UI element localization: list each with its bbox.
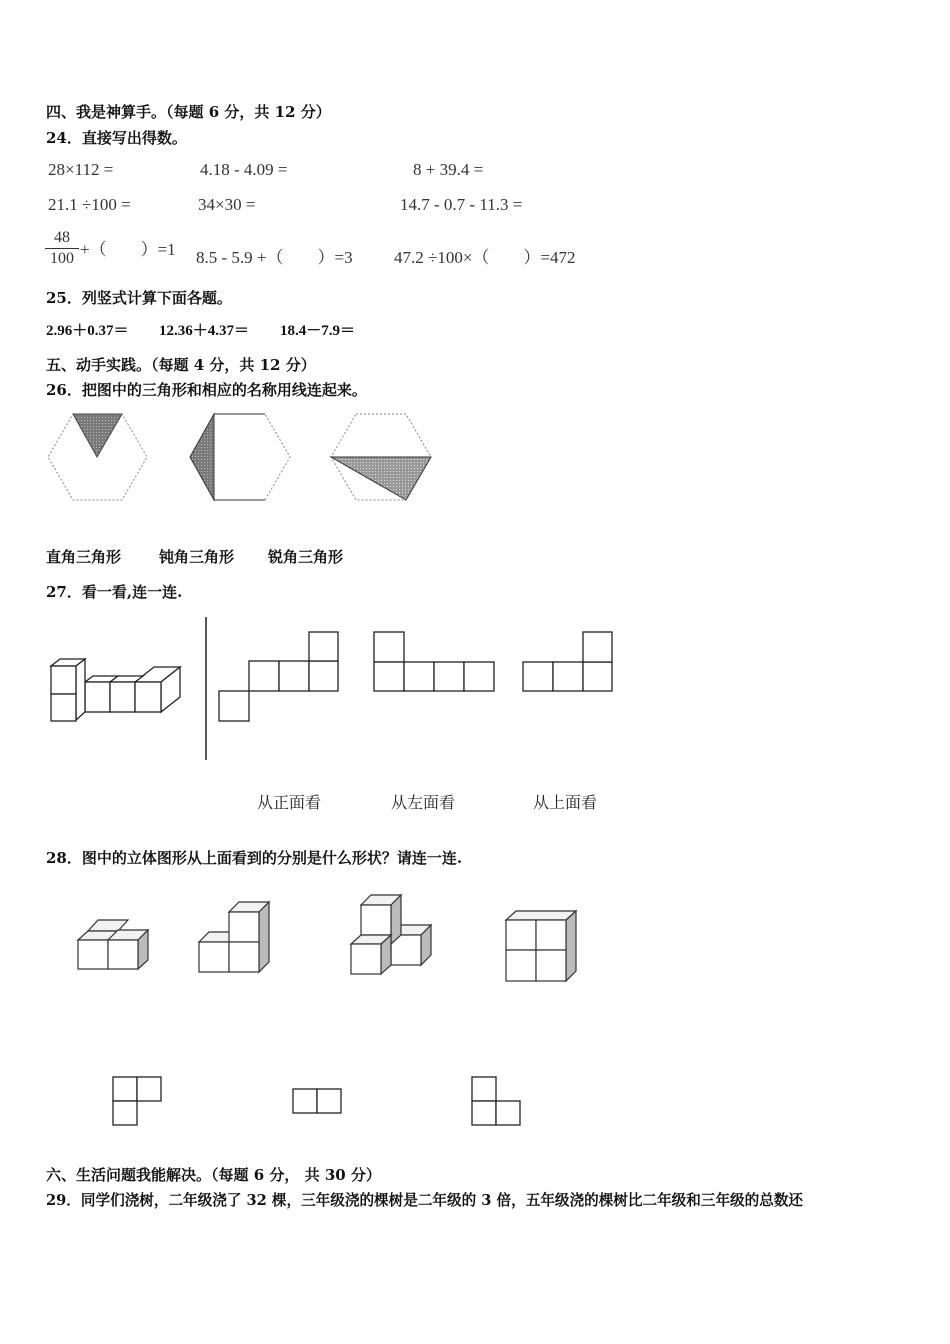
q24-item-8: 8.5 - 5.9 +（ ）=3	[196, 248, 353, 267]
q28-solid-4	[506, 911, 576, 981]
q28-solid-3	[351, 895, 431, 974]
q26-name-3: 锐角三角形	[268, 548, 344, 566]
question-27-title: 27．看一看,连一连.	[46, 583, 183, 601]
q26-name-2: 钝角三角形	[159, 548, 235, 566]
question-24-title: 24．直接写出得数。	[46, 129, 187, 147]
q28-top-view-1	[113, 1077, 161, 1125]
question-29-text: 29．同学们浇树，二年级浇了 32 棵，三年级浇的棵树是二年级的 3 倍，五年级浇的棵树比二年级和三年级的总数还	[46, 1192, 804, 1209]
view-label-top: 从上面看	[533, 793, 598, 812]
question-28-title: 28．图中的立体图形从上面看到的分别是什么形状？请连一连.	[46, 849, 463, 867]
q24-item-3: 8 + 39.4 =	[413, 160, 484, 179]
q25-item-2: 12.36＋4.37＝	[159, 323, 250, 339]
q24-item-2: 4.18 - 4.09 =	[200, 160, 288, 179]
q24-item-4: 21.1 ÷100 =	[48, 195, 131, 214]
section-6-title: 六、生活问题我能解决。（每题 6 分， 共 30 分）	[46, 1166, 381, 1184]
section-4-title: 四、我是神算手。（每题 6 分，共 12 分）	[46, 103, 331, 121]
view-label-front: 从正面看	[257, 793, 322, 812]
q25-item-3: 18.4－7.9＝	[280, 323, 356, 339]
question-25-title: 25．列竖式计算下面各题。	[46, 289, 232, 307]
q28-top-view-3	[472, 1077, 520, 1125]
q28-solid-1	[78, 920, 148, 969]
q25-item-1: 2.96＋0.37＝	[46, 323, 129, 339]
q24-item-5: 34×30 =	[198, 195, 256, 214]
q24-item-1: 28×112 =	[48, 160, 114, 179]
section-5-title: 五、动手实践。（每题 4 分，共 12 分）	[46, 356, 316, 374]
q24-item-6: 14.7 - 0.7 - 11.3 =	[400, 195, 523, 214]
view-label-left: 从左面看	[391, 793, 456, 812]
q28-solid-2	[199, 902, 269, 972]
fraction-denominator: 100	[50, 250, 74, 267]
fraction-numerator: 48	[54, 229, 70, 246]
q26-name-1: 直角三角形	[46, 548, 122, 566]
q24-item-9: 47.2 ÷100×（ ）=472	[394, 248, 576, 267]
question-26-title: 26．把图中的三角形和相应的名称用线连起来。	[46, 381, 367, 399]
q24-item-7: +（ ）=1	[80, 240, 176, 259]
q28-top-view-2	[293, 1089, 341, 1113]
